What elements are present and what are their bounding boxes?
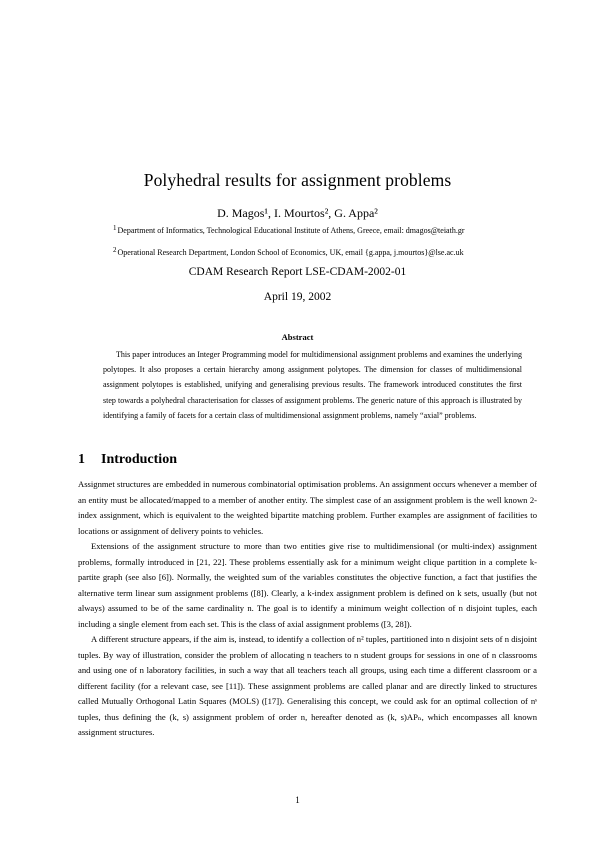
publication-date: April 19, 2002 — [263, 291, 332, 303]
paper-title: Polyhedral results for assignment problems — [143, 170, 452, 190]
affiliation-mark: 2 — [113, 246, 117, 254]
report-number: CDAM Research Report LSE-CDAM-2002-01 — [188, 266, 407, 278]
author-list: D. Magos¹, I. Mourtos², G. Appa² — [217, 206, 378, 220]
affiliation-1 — [113, 224, 573, 235]
paragraph: Extensions of the assignment structure to more than two entities give rise to multidimensional (or multi-index) assignment problems, formally introduced in [21, 22]. These problems essentially ask for a minimum weight clique partition in a complete k-partite graph (see also [6]). Normally, the weighted sum of the variables constitutes the objective function, a fact that justifies the alternative term linear sum assignment problems ([8]). Clearly, a k-index assignment problem is defined on k sets, usually (but not always) assumed to be of the same cardinality n. The goal is to identify a minimum weight collection of n disjoint tuples, each including a single element from each set. This is the class of axial assignment problems ([3, 28]). — [78, 541, 537, 629]
page-number: 1 — [295, 795, 300, 805]
section-title: Introduction — [101, 452, 177, 467]
affiliation-mark: 1 — [113, 224, 117, 232]
affiliation-2 — [113, 246, 573, 257]
abstract-heading: Abstract — [281, 332, 314, 342]
paragraph: Assignmet structures are embedded in numerous combinatorial optimisation problems. An assignment occurs whenever a member of an entity must be allocated/mapped to a member of another entity. The simplest case of an assignment problem is the well known 2-index assignment, which is equivalent to the weighted bipartite matching problem. Further examples are assignment of facilities to locations or assignment of delivery points to vehicles. — [78, 479, 537, 536]
section-number: 1 — [78, 452, 85, 467]
abstract-text — [103, 347, 522, 423]
section-body — [78, 477, 537, 741]
affiliation-text: Operational Research Department, London School of Economics, UK, email {g.appa, j.mourtos}@lse.ac.uk — [117, 248, 464, 257]
paragraph: A different structure appears, if the aim is, instead, to identify a collection of n² tuples, partitioned into n disjoint sets of n disjoint tuples. By way of illustration, consider the problem of allocating n teachers to n student groups for sessions in one of n classrooms and using one of n laboratory facilities, in such a way that all teachers teach all groups, using each time a different classroom or a different facility (for a relevant case, see [11]). These assignment problems are called planar and are directly linked to structures called Mutually Orthogonal Latin Squares (MOLS) ([17]). Generalising this concept, we could ask for an optimal collection of nˢ tuples, thus defining the (k, s) assignment problem of order n, hereafter denoted as (k, s)APₙ, which encompasses all known assignment structures. — [78, 634, 537, 737]
affiliation-text: Department of Informatics, Technological Educational Institute of Athens, Greece, email: dmagos@teiath.gr — [117, 226, 465, 235]
abstract-body: This paper introduces an Integer Programming model for multidimensional assignment problems and examines the underlying polytopes. It also proposes a certain hierarchy among assignment polytopes. The dimension for classes of multidimensional assignment polytopes is established, unifying and generalising previous results. The framework introduced constitutes the first step towards a polyhedral characterisation for classes of assignment problems. The generic nature of this approach is illustrated by identifying a family of facets for a certain class of multidimensional assignment problems, namely “axial” problems. — [103, 350, 522, 420]
section-heading — [78, 452, 177, 468]
